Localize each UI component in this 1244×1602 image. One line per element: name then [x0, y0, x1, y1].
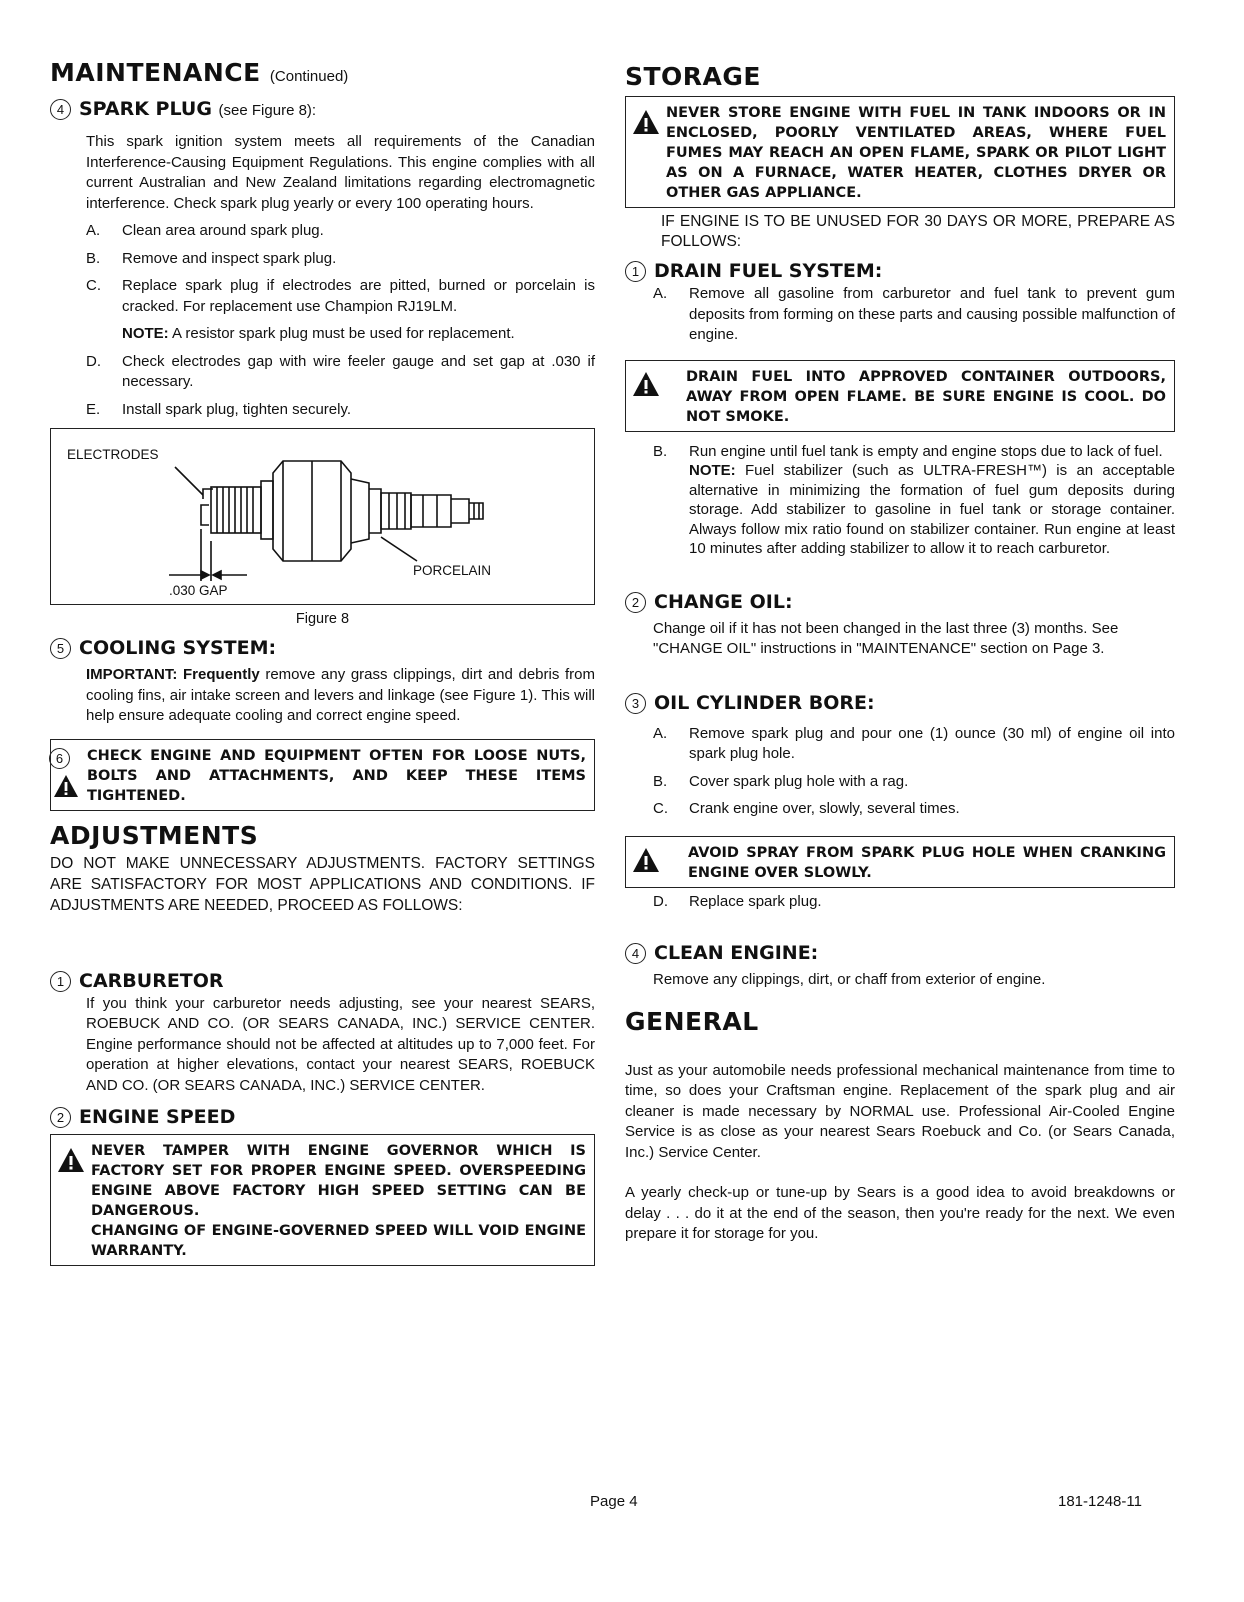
- check-engine-text: CHECK ENGINE AND EQUIPMENT OFTEN FOR LOOSE NUTS, BOLTS AND ATTACHMENTS, AND KEEP THESE ITEMS TIGHTENED.: [87, 747, 586, 804]
- document-code: 181-1248-11: [1058, 1493, 1142, 1510]
- step-letter: A.: [86, 222, 101, 239]
- left-column: [50, 58, 595, 1266]
- warning-triangle-icon: [632, 847, 660, 873]
- porcelain-label: PORCELAIN: [413, 563, 492, 578]
- storage-intro: IF ENGINE IS TO BE UNUSED FOR 30 DAYS OR MORE, PREPARE AS FOLLOWS:: [661, 213, 1175, 250]
- step-text: Check electrodes gap with wire feeler gauge and set gap at .030 if necessary.: [122, 352, 595, 390]
- step-c: [86, 276, 595, 317]
- maintenance-heading: [50, 58, 595, 92]
- step-letter: D.: [86, 352, 101, 370]
- step-letter: D.: [653, 892, 668, 910]
- engine-speed-heading: [50, 1104, 595, 1130]
- change-oil-heading: [625, 589, 1175, 615]
- warning-triangle-icon: [632, 371, 660, 397]
- step-letter: C.: [653, 800, 668, 817]
- bore-step-a: [653, 724, 1175, 765]
- right-column: [625, 58, 1175, 1245]
- engine-speed-warning: [50, 1134, 595, 1266]
- carburetor-body: [50, 994, 595, 1097]
- spray-warning: [625, 836, 1175, 888]
- carburetor-title: CARBURETOR: [79, 969, 224, 992]
- electrodes-label: ELECTRODES: [67, 447, 159, 462]
- step-text: Remove and inspect spark plug.: [122, 249, 337, 267]
- number-2-icon: 2: [50, 1107, 71, 1128]
- clean-text: Remove any clippings, dirt, or chaff from exterior of engine.: [653, 971, 1046, 988]
- step-text: Cover spark plug hole with a rag.: [689, 772, 909, 790]
- cooling-body: [50, 665, 595, 727]
- bore-step-d-wrap: [625, 892, 1175, 913]
- cooling-heading: [50, 635, 595, 661]
- general-title: GENERAL: [625, 1006, 759, 1036]
- spark-plug-title: SPARK PLUG: [79, 98, 212, 120]
- general-p2: A yearly check-up or tune-up by Sears is a good idea to avoid breakdowns or delay . . . do it at the end of the season, then you're ready for the next. We even prepare it for storage for you.: [625, 1184, 1175, 1242]
- bore-step-c: [653, 799, 1175, 820]
- spark-plug-drawing: [51, 429, 596, 604]
- warning-triangle-icon: [53, 774, 79, 798]
- clean-heading: [625, 940, 1175, 966]
- clean-title: CLEAN ENGINE:: [654, 942, 819, 964]
- change-oil-body: [625, 619, 1175, 660]
- spark-plug-section: [50, 132, 595, 420]
- step-text: Run engine until fuel tank is empty and engine stops due to lack of fuel.: [689, 442, 1163, 460]
- adjustments-text: DO NOT MAKE UNNECESSARY ADJUSTMENTS. FACTORY SETTINGS ARE SATISFACTORY FOR MOST APPLICATIONS AND CONDITIONS. IF ADJUSTMENTS ARE NEEDED, PROCEED AS FOLLOWS:: [50, 854, 595, 914]
- drain-warning: [625, 360, 1175, 432]
- carburetor-heading: [50, 968, 595, 994]
- step-text: Clean area around spark plug.: [122, 222, 324, 239]
- drain-note: [653, 461, 1175, 559]
- bore-step-b: [653, 772, 1175, 793]
- adjustments-title: ADJUSTMENTS: [50, 820, 259, 850]
- change-oil-text: Change oil if it has not been changed in the last three (3) months. See "CHANGE OIL" instructions in "MAINTENANCE" section on Page 3.: [653, 619, 1119, 657]
- step-text: Install spark plug, tighten securely.: [122, 400, 352, 418]
- spark-plug-ref: (see Figure 8):: [218, 102, 317, 119]
- step-letter: A.: [653, 285, 668, 302]
- drain-step-a-wrap: [625, 284, 1175, 346]
- engine-speed-warning-2: CHANGING OF ENGINE-GOVERNED SPEED WILL VOID ENGINE WARRANTY.: [91, 1223, 586, 1259]
- spark-plug-intro: This spark ignition system meets all requirements of the Canadian Interference-Causing Equipment Regulations. This engine complies with all current Australian and New Zealand limitations regarding electromagnetic interference. Check spark plug yearly or every 100 operating hours.: [86, 133, 595, 212]
- number-1-icon: 1: [625, 261, 646, 282]
- storage-warning: [625, 96, 1175, 208]
- change-oil-title: CHANGE OIL:: [654, 590, 793, 613]
- drain-title: DRAIN FUEL SYSTEM:: [654, 260, 883, 282]
- step-text: Replace spark plug.: [689, 892, 822, 910]
- note-label: NOTE:: [122, 325, 169, 342]
- note-text: Fuel stabilizer (such as ULTRA-FRESH™) is an acceptable alternative in minimizing the formation of fuel gum deposits during storage. Add stabilizer to gasoline in fuel tank or storage container. Always follow mix ratio found on stabilizer container. Run engine at least 10 minutes after adding stabilizer to allow it to reach carburetor.: [689, 462, 1175, 557]
- step-text: Remove spark plug and pour one (1) ounce (30 ml) of engine oil into spark plug hole.: [689, 724, 1175, 762]
- clean-body: [625, 970, 1175, 991]
- cooling-title: COOLING SYSTEM:: [79, 637, 277, 659]
- continued-label: (Continued): [269, 68, 349, 85]
- figure-caption: Figure 8: [295, 611, 350, 627]
- bore-step-d: [653, 892, 1175, 913]
- drain-warning-text: DRAIN FUEL INTO APPROVED CONTAINER OUTDOORS, AWAY FROM OPEN FLAME. BE SURE ENGINE IS COOL. DO NOT SMOKE.: [686, 368, 1166, 425]
- oil-bore-steps: [625, 724, 1175, 820]
- oil-bore-heading: [625, 690, 1175, 716]
- carburetor-text: If you think your carburetor needs adjusting, see your nearest SEARS, ROEBUCK AND CO. (OR SEARS CANADA, INC.) SERVICE CENTER. Engine performance should not be affected at altitudes up to 7,000 feet. For operation at higher elevations, contact your nearest SEARS, ROEBUCK AND CO. (OR SEARS CANADA, INC.) SERVICE CENTER.: [86, 994, 595, 1094]
- note-label: NOTE:: [689, 462, 736, 479]
- step-text: Replace spark plug if electrodes are pitted, burned or porcelain is cracked. For replacement use Champion RJ19LM.: [122, 277, 595, 315]
- number-6-icon: 6: [49, 748, 70, 769]
- note: [86, 324, 595, 345]
- gap-label: .030 GAP: [169, 583, 228, 598]
- general-p1: Just as your automobile needs professional mechanical maintenance from time to time, so does your Craftsman engine. Replacement of the spark plug and air cleaner is made necessary by NORMAL use. Professional Air-Cooled Engine Service is as close as your nearest Sears Roebuck and Co. (or Sears Canada, Inc.) Service Center.: [625, 1061, 1175, 1161]
- step-b: [86, 249, 595, 270]
- step-letter: B.: [653, 442, 668, 460]
- storage-warning-text: NEVER STORE ENGINE WITH FUEL IN TANK INDOORS OR IN ENCLOSED, POORLY VENTILATED AREAS, WHERE FUEL FUMES MAY REACH AN OPEN FLAME, SPARK OR PILOT LIGHT AS ON A FURNACE, WATER HEATER, CLOTHES DRYER OR OTHER GAS APPLIANCE.: [666, 105, 1166, 201]
- step-letter: B.: [653, 772, 668, 790]
- step-letter: E.: [86, 400, 101, 418]
- spray-warning-text: AVOID SPRAY FROM SPARK PLUG HOLE WHEN CRANKING ENGINE OVER SLOWLY.: [688, 844, 1166, 881]
- number-4-icon: 4: [625, 943, 646, 964]
- number-5-icon: 5: [50, 638, 71, 659]
- page-number: Page 4: [590, 1493, 638, 1510]
- drain-step-b-wrap: [625, 442, 1175, 559]
- maintenance-title: MAINTENANCE: [50, 58, 261, 87]
- figure-8-spark-plug-diagram: [50, 428, 595, 605]
- step-letter: C.: [86, 277, 101, 294]
- step-letter: B.: [86, 249, 101, 267]
- drain-step-b: [653, 442, 1175, 462]
- step-e: [86, 400, 595, 421]
- number-4-icon: 4: [50, 99, 71, 120]
- storage-title: STORAGE: [625, 62, 762, 91]
- number-2-icon: 2: [625, 592, 646, 613]
- warning-triangle-icon: [632, 109, 660, 135]
- step-d: [86, 352, 595, 393]
- step-text: Remove all gasoline from carburetor and fuel tank to prevent gum deposits from forming on these parts and causing possible malfunction of engine.: [689, 285, 1175, 343]
- step-letter: A.: [653, 724, 668, 742]
- number-1-icon: 1: [50, 971, 71, 992]
- check-engine-warning: [50, 739, 595, 811]
- engine-speed-warning-1: NEVER TAMPER WITH ENGINE GOVERNOR WHICH IS FACTORY SET FOR PROPER ENGINE SPEED. OVERSPEEDING ENGINE ABOVE FACTORY HIGH SPEED SETTING CAN BE DANGEROUS.: [91, 1143, 586, 1219]
- note-text: A resistor spark plug must be used for replacement.: [168, 325, 515, 342]
- drain-heading: [625, 258, 1175, 284]
- step-a: [86, 221, 595, 242]
- warning-triangle-icon: [57, 1147, 85, 1173]
- oil-bore-title: OIL CYLINDER BORE:: [654, 691, 875, 714]
- cooling-text: remove any grass clippings, dirt and debris from cooling fins, air intake screen and levers and linkage (see Figure 1). This will help ensure adequate cooling and correct engine speed.: [86, 666, 595, 724]
- drain-step-a: [653, 284, 1175, 346]
- engine-speed-title: ENGINE SPEED: [79, 1106, 236, 1128]
- spark-plug-heading: [50, 96, 595, 124]
- important-label: IMPORTANT: Frequently: [86, 666, 260, 683]
- number-3-icon: 3: [625, 693, 646, 714]
- step-text: Crank engine over, slowly, several times.: [689, 800, 960, 817]
